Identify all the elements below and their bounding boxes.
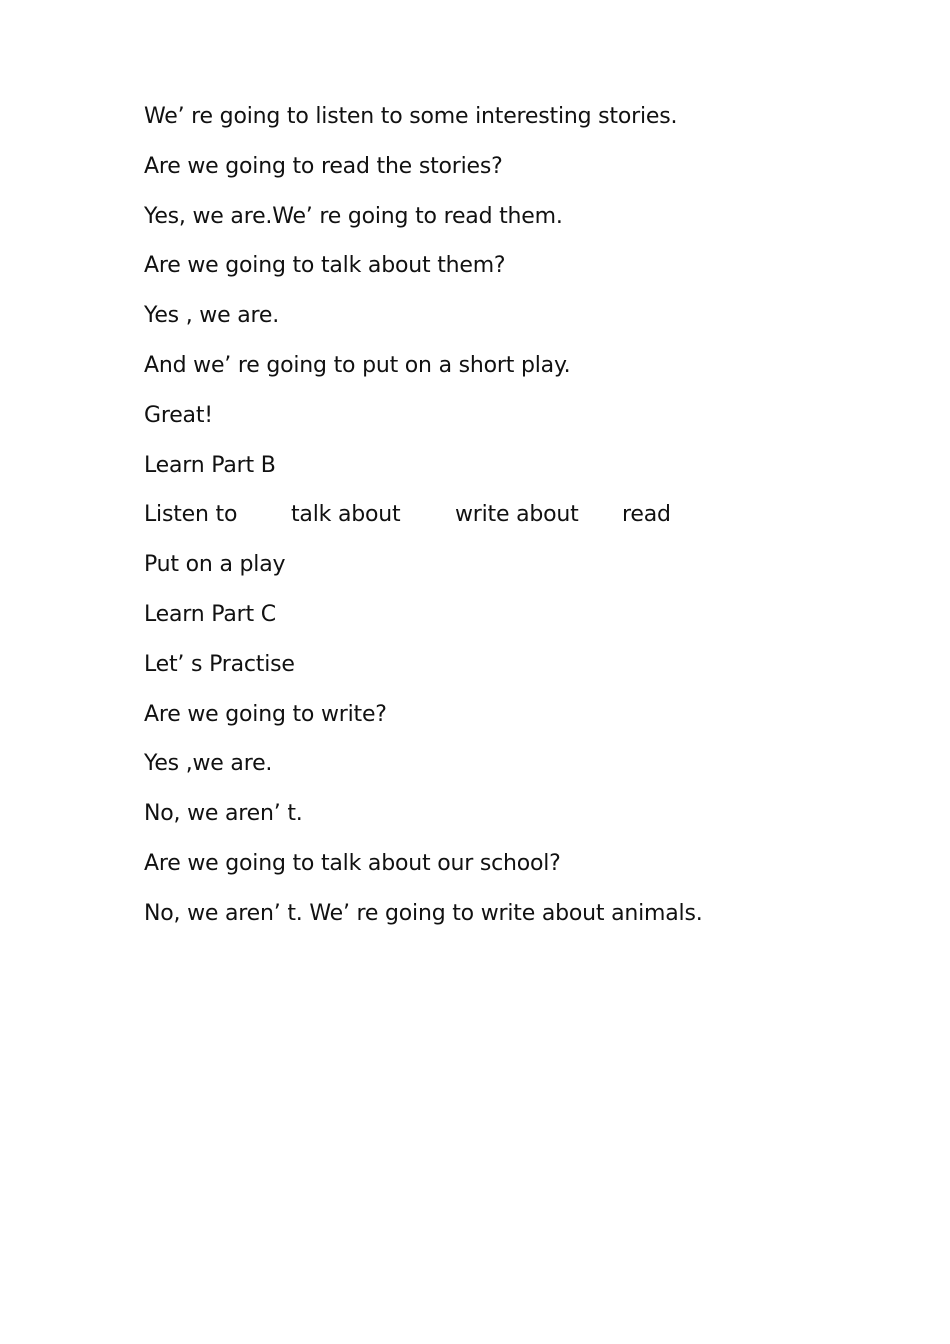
text-line: Are we going to read the stories? — [144, 153, 503, 179]
section-heading-part-c: Learn Part C — [144, 601, 276, 627]
section-heading-part-b: Learn Part B — [144, 452, 276, 478]
vocabulary-word: read — [622, 502, 671, 528]
text-line: Great! — [144, 402, 213, 428]
section-heading-practise: Let’ s Practise — [144, 651, 295, 677]
vocabulary-word: Listen to — [144, 502, 238, 528]
document-text — [144, 99, 904, 946]
text-line: Are we going to talk about our school? — [144, 850, 561, 876]
text-line: Put on a play — [144, 552, 286, 578]
text-line: No, we aren’ t. We’ re going to write about animals. — [144, 900, 703, 926]
text-line: Yes , we are. — [144, 303, 279, 329]
vocabulary-word: write about — [455, 502, 579, 528]
text-line: We’ re going to listen to some interesting stories. — [144, 104, 678, 129]
text-line: Are we going to write? — [144, 701, 387, 727]
text-line: And we’ re going to put on a short play. — [144, 352, 571, 378]
text-line: No, we aren’ t. — [144, 801, 303, 827]
vocabulary-word: talk about — [291, 502, 401, 528]
text-line: Yes ,we are. — [144, 751, 273, 777]
text-line: Are we going to talk about them? — [144, 253, 506, 279]
text-line: Yes, we are.We’ re going to read them. — [144, 203, 563, 229]
vocabulary-row — [144, 497, 904, 547]
